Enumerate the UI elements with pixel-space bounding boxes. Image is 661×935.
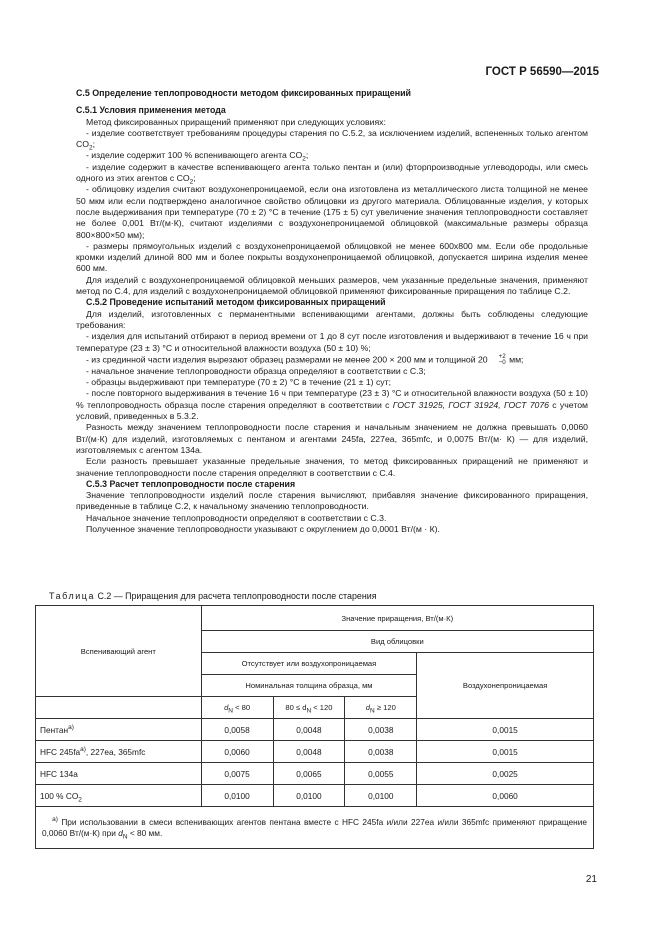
- table-row: [36, 785, 594, 807]
- list-item: - из срединной части изделия вырезают образец размерами не менее 200 × 200 мм и толщиной 20 +2 −0 мм;: [86, 352, 524, 366]
- header-airtight: Воздухонепроницаемая: [417, 653, 594, 719]
- paragraph: Для изделий, изготовленных с перманентными вспенивающими агентами, должны быть соблюдены следующие требования:: [76, 308, 588, 330]
- increments-table: [35, 605, 594, 849]
- value-cell: 0,0015: [417, 741, 594, 763]
- value-cell: 0,0038: [345, 741, 417, 763]
- list-item: - после повторного выдерживания в течение 16 ч при температуре (23 ± 3) °С и относительной влажности воздуха (50 ± 10) % теплопроводность образца после старения определяют в соответствии с ГОСТ 31925, ГОСТ 31924, ГОСТ 7076 с учетом условий, приведенных в 5.3.2.: [76, 388, 589, 422]
- value-cell: 0,0058: [201, 719, 273, 741]
- agent-cell: HFC $245fa^{а)}$, 227ea, 365mfc: [36, 741, 202, 763]
- list-item: - облицовку изделия считают воздухонепроницаемой, если она изготовлена из металлического листа толщиной не менее 50 мкм или если подтверждено аналогичное свойство облицовки из другого материала. Облицованные изделия, у которых после выдерживания при температуре (70 ± 2) °С в течение (175 ± 5) сут увеличение значения теплопроводности составляет не более 0,001 Вт/(м·К), считают изделиями с воздухонепроницаемой облицовкой (максимальные размеры образца 800×800×50 мм);: [76, 184, 588, 240]
- header-no-facing: Отсутствует или воздухопроницаемая: [201, 653, 417, 675]
- header-thickness-2: $80 \le d_N < 120$: [273, 697, 345, 719]
- value-cell: 0,0065: [273, 763, 345, 785]
- header-facing: Вид облицовки: [201, 631, 593, 653]
- list-item: - изделие соответствует требованиям процедуры старения по С.5.2, за исключением изделий, вспененных только агентом $CO_2$;: [76, 127, 588, 152]
- agent-cell: HFC 134a: [36, 763, 202, 785]
- paragraph: Метод фиксированных приращений применяют при следующих условиях:: [86, 116, 386, 127]
- value-cell: 0,0055: [345, 763, 417, 785]
- table-row: [36, 763, 594, 785]
- header-value: Значение приращения, Вт/(м·К): [201, 606, 593, 631]
- value-cell: 0,0048: [273, 719, 345, 741]
- value-cell: 0,0100: [345, 785, 417, 807]
- value-cell: 0,0038: [345, 719, 417, 741]
- value-cell: 0,0015: [417, 719, 594, 741]
- value-cell: 0,0100: [201, 785, 273, 807]
- value-cell: 0,0048: [273, 741, 345, 763]
- list-item: - начальное значение теплопроводности образца определяют в соответствии с С.3;: [86, 365, 426, 376]
- header-agent: Вспенивающий агент: [36, 606, 202, 697]
- list-item: - размеры прямоугольных изделий с воздухонепроницаемой облицовкой не менее 600x800 мм. Если обе продольные кромки изделий длиной 800 мм и более покрыты воздухонепроницаемой облицовкой, допускается ширина изделия менее 600 мм.: [76, 240, 588, 274]
- list-item: - изделие содержит 100 % вспенивающего агента $CO_2$;: [86, 150, 309, 164]
- table-row: [36, 719, 594, 741]
- value-cell: 0,0025: [417, 763, 594, 785]
- list-item: - изделие содержит в качестве вспенивающего агента только пентан и (или) фторпроизводные углеводороды, или смесь одного из этих агентов с $CO_2$;: [76, 161, 588, 186]
- page-number: 21: [585, 874, 597, 885]
- subsection-title-c53: С.5.3 Расчет теплопроводности после старения: [86, 478, 296, 489]
- value-cell: 0,0060: [201, 741, 273, 763]
- paragraph: Если разность превышает указанные предельные значения, то метод фиксированных приращений не применяют и значение теплопроводности после старения определяют в соответствии с С.4.: [76, 456, 588, 478]
- paragraph: Значение теплопроводности изделий после старения вычисляют, прибавляя значение фиксированного приращения, приведенные в таблице С.2, к начальному значению теплопроводности.: [76, 490, 588, 512]
- list-item: - изделия для испытаний отбирают в период времени от 1 до 8 сут после изготовления и выдерживают в течение 16 ч при температуре (23 ± 3) °С и относительной влажности воздуха (50 ± 10) %;: [76, 331, 588, 353]
- agent-cell: 100 % $CO_2$: [36, 785, 202, 807]
- value-cell: 0,0060: [417, 785, 594, 807]
- document-code: ГОСТ Р 56590—2015: [485, 66, 599, 78]
- header-thickness: Номинальная толщина образца, мм: [201, 675, 417, 697]
- value-cell: 0,0075: [201, 763, 273, 785]
- paragraph: Полученное значение теплопроводности указывают с округлением до 0,0001 Вт/(м · К).: [86, 523, 440, 534]
- standard-references: ГОСТ 31925, ГОСТ 31924, ГОСТ 7076: [392, 399, 550, 410]
- header-spacer: [36, 697, 202, 719]
- section-title: С.5 Определение теплопроводности методом фиксированных приращений: [76, 88, 412, 98]
- header-thickness-3: $d_N \ge 120$: [345, 697, 417, 719]
- paragraph: Начальное значение теплопроводности определяют в соответствии с С.3.: [86, 512, 387, 523]
- paragraph: Для изделий с воздухонепроницаемой облицовкой меньших размеров, чем указанные предельные значения, применяют метод по С.4, для изделий с воздухонепроницаемой облицовкой применяют фиксированные приращения по таблице С.2.: [76, 274, 588, 297]
- header-thickness-1: $d_N < 80$: [201, 697, 273, 719]
- value-cell: 0,0100: [273, 785, 345, 807]
- subsection-title-c51: С.5.1 Условия применения метода: [76, 105, 226, 116]
- agent-cell: Пентан$^{а)}$: [36, 719, 202, 741]
- table-caption: Таблица С.2 — Приращения для расчета теплопроводности после старения: [49, 591, 377, 601]
- table-footnote: $^{а)}$ При использовании в смеси вспенивающих агентов пентана вместе с HFC 245fa и/или 227ea и/или 365mfc применяют приращение 0,0060 Вт/(м·К) при $d_N < 80$ мм.: [36, 807, 594, 849]
- section-c5: [76, 88, 588, 535]
- subsection-title-c52: С.5.2 Проведение испытаний методом фиксированных приращений: [86, 297, 386, 308]
- table-row: [36, 741, 594, 763]
- list-item: - образцы выдерживают при температуре (70 ± 2) °С в течение (21 ± 1) сут;: [86, 377, 392, 388]
- paragraph: Разность между значением теплопроводности после старения и начальным значением не должна превышать 0,0060 Вт/(м·К) для изделий, изготовляемых с пентаном и агентами 245fa, 227ea, 365mfc, и 0,0075 Вт/(м· К) — для изделий, изготовляемых с агентом 134a.: [76, 422, 588, 455]
